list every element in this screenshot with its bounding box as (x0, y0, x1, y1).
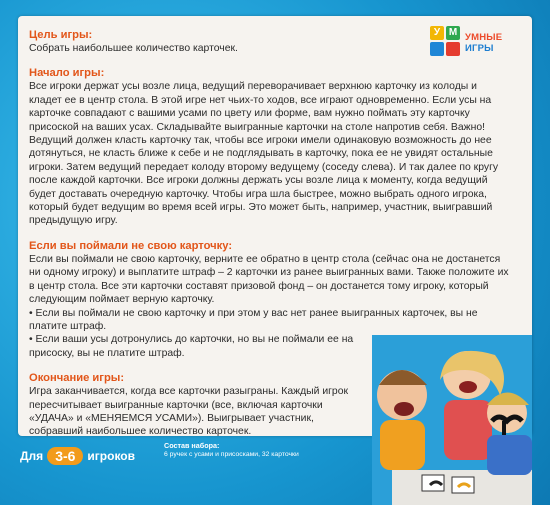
wrong-card-rule-1: • Если вы поймали не свою карточку и при этом у вас нет ранее выигранных карточек, вы не платите штраф. (29, 307, 478, 332)
kids-photo (372, 335, 532, 505)
logo-word-1: УМНЫЕ (465, 32, 503, 43)
start-heading: Начало игры: (29, 67, 105, 80)
logo-word-2: ИГРЫ (465, 43, 494, 54)
set-text: 6 ручек с усами и присосками, 32 карточки (164, 451, 299, 458)
wrong-card-heading: Если вы поймали не свою карточку: (29, 239, 233, 252)
set-title: Состав набора: (164, 441, 220, 450)
end-heading: Окончание игры: (29, 372, 125, 385)
set-contents (164, 441, 299, 459)
players-label: игроков (87, 449, 136, 463)
players-badge (20, 446, 135, 466)
logo-cube: М (446, 26, 460, 40)
players-for-label: Для (20, 449, 44, 463)
goal-text: Собрать наибольшее количество карточек. (29, 43, 238, 54)
players-count: 3-6 (47, 447, 83, 465)
wrong-card-rule-2: • Если ваши усы дотронулись до карточки, но вы не поймали ее на присоску, вы не платите штраф. (29, 334, 354, 359)
kids-illustration (372, 335, 532, 505)
wrong-card-text: Если вы поймали не свою карточку, верните ее обратно в центр стола (сейчас она не достанется ни одному игроку) и выплатите штраф – 2 карточки из ранее выигранных вами. Также положите их в центр стола. Все эти карточки составят призовой фонд – он достанется тому игроку, который следующим поймает верную карточку. (29, 253, 509, 306)
end-text: Игра заканчивается, когда все карточки разыграны. Каждый игрок пересчитывает выигранные карточки (все, включая карточки «УДАЧА» и «МЕНЯЕМСЯ УСАМИ»). Выигрывает участник, собравший наибольшее количество карточек. (29, 386, 349, 438)
start-text: Все игроки держат усы возле лица, ведущий переворачивает верхнюю карточку из колоды и кладет ее в центр стола. В этой игре нет чьих-то ходов, все играют одновременно. Если усы на карточке совпадают с вашими усами по цвету или форме, вам нужно поймать эту карточку присоской на ваших усах. Складывайте выигранные карточки на столе напротив себя. Важно! Ведущий должен класть карточку так, чтобы все игроки имели одинаковую возможность до нее дотянуться, не класть ближе к себе и не подглядывать в карточку, пока ее не увидят остальные игроки. Затем ведущий передает колоду второму ведущему (соседу слева). И так далее по кругу после каждой карточки. Все игроки должны держать усы возле лица к моменту, когда ведущий будет доставать очередную карточку. Чтобы игра шла быстрее, можно выбрать одного игрока, который будет ведущим во время всей игры. Это может быть, например, участник, выигравший предыдущую игру. (29, 81, 499, 227)
goal-heading: Цель игры: (29, 29, 93, 41)
logo-cube: У (430, 26, 444, 40)
